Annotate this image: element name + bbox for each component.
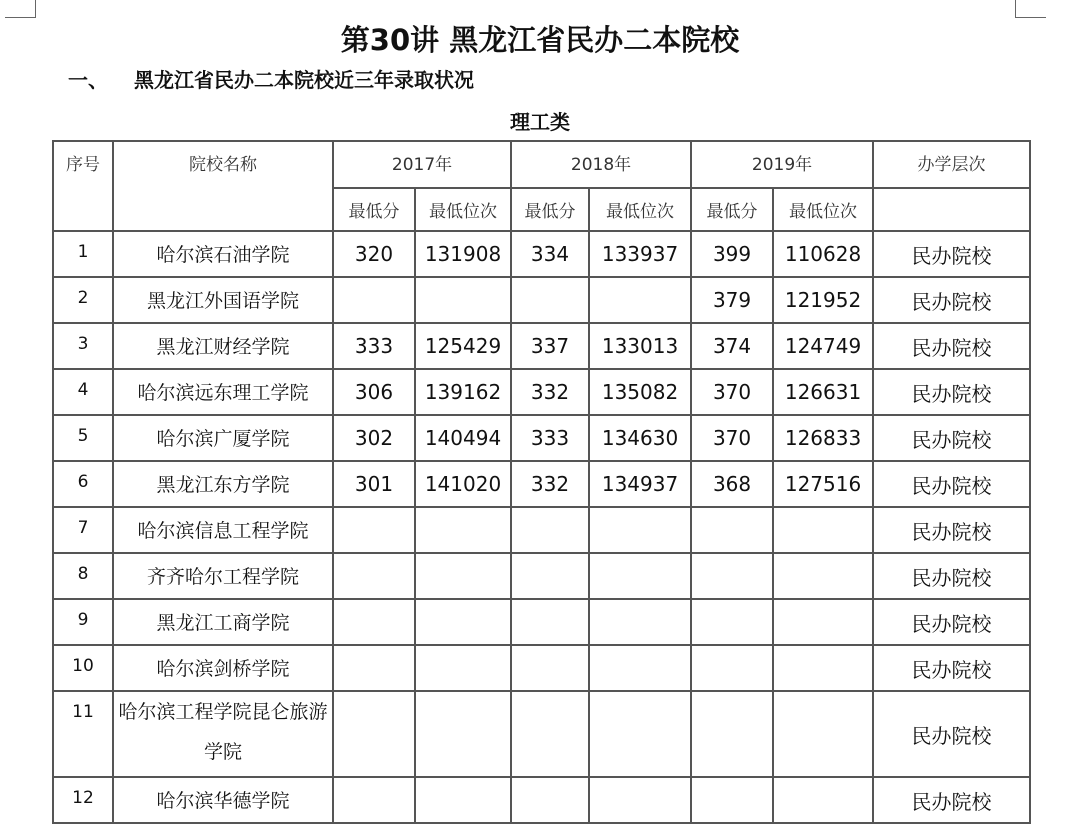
school-level: 民办院校 <box>873 231 1030 277</box>
min-rank-cell <box>415 777 511 823</box>
school-level: 民办院校 <box>873 645 1030 691</box>
min-rank-cell: 124749 <box>773 323 873 369</box>
min-rank-cell: 139162 <box>415 369 511 415</box>
table-row <box>53 645 1030 691</box>
school-name: 黑龙江财经学院 <box>113 323 333 369</box>
row-index: 5 <box>53 415 113 461</box>
row-index: 7 <box>53 507 113 553</box>
min-rank-cell <box>589 277 691 323</box>
min-rank-cell: 141020 <box>415 461 511 507</box>
min-score-cell: 320 <box>333 231 415 277</box>
subheader-min-score: 最低分 <box>511 188 589 231</box>
min-score-cell: 368 <box>691 461 773 507</box>
admission-table <box>52 140 1031 824</box>
table-row <box>53 553 1030 599</box>
min-score-cell <box>333 599 415 645</box>
school-name: 黑龙江东方学院 <box>113 461 333 507</box>
row-index: 10 <box>53 645 113 691</box>
section-text: 黑龙江省民办二本院校近三年录取状况 <box>134 68 474 92</box>
school-level: 民办院校 <box>873 691 1030 777</box>
school-name: 哈尔滨华德学院 <box>113 777 333 823</box>
subheader-min-rank: 最低位次 <box>773 188 873 231</box>
min-score-cell <box>333 777 415 823</box>
min-score-cell <box>333 691 415 777</box>
school-level: 民办院校 <box>873 369 1030 415</box>
crop-mark-top-right <box>1015 0 1046 18</box>
min-rank-cell <box>773 553 873 599</box>
table-row <box>53 231 1030 277</box>
min-rank-cell: 133013 <box>589 323 691 369</box>
min-score-cell <box>511 553 589 599</box>
school-level: 民办院校 <box>873 553 1030 599</box>
min-score-cell: 337 <box>511 323 589 369</box>
school-name: 哈尔滨工程学院昆仑旅游学院 <box>113 691 333 777</box>
row-index: 12 <box>53 777 113 823</box>
table-row <box>53 415 1030 461</box>
min-score-cell <box>511 691 589 777</box>
table-row <box>53 277 1030 323</box>
min-score-cell <box>511 777 589 823</box>
school-level: 民办院校 <box>873 415 1030 461</box>
school-name: 哈尔滨信息工程学院 <box>113 507 333 553</box>
school-name: 齐齐哈尔工程学院 <box>113 553 333 599</box>
min-score-cell: 374 <box>691 323 773 369</box>
page-title: 第30讲 黑龙江省民办二本院校 <box>340 23 740 57</box>
min-rank-cell <box>589 645 691 691</box>
min-score-cell <box>511 645 589 691</box>
min-rank-cell: 126631 <box>773 369 873 415</box>
min-rank-cell <box>773 777 873 823</box>
subheader-min-score: 最低分 <box>333 188 415 231</box>
table-row <box>53 323 1030 369</box>
min-rank-cell <box>589 553 691 599</box>
subheader-empty <box>873 188 1030 231</box>
header-year-2019: 2019年 <box>691 141 873 188</box>
row-index: 6 <box>53 461 113 507</box>
table-row <box>53 777 1030 823</box>
min-rank-cell: 125429 <box>415 323 511 369</box>
school-level: 民办院校 <box>873 461 1030 507</box>
min-score-cell: 301 <box>333 461 415 507</box>
header-level: 办学层次 <box>873 141 1030 188</box>
min-score-cell <box>333 553 415 599</box>
min-score-cell <box>511 507 589 553</box>
min-score-cell <box>333 507 415 553</box>
min-rank-cell <box>589 599 691 645</box>
min-rank-cell: 134937 <box>589 461 691 507</box>
min-rank-cell <box>589 507 691 553</box>
min-rank-cell <box>415 277 511 323</box>
row-index: 9 <box>53 599 113 645</box>
subheader-min-rank: 最低位次 <box>415 188 511 231</box>
school-name: 哈尔滨广厦学院 <box>113 415 333 461</box>
min-rank-cell <box>415 553 511 599</box>
school-name: 哈尔滨远东理工学院 <box>113 369 333 415</box>
min-score-cell: 332 <box>511 461 589 507</box>
min-rank-cell: 131908 <box>415 231 511 277</box>
row-index: 8 <box>53 553 113 599</box>
subheader-min-rank: 最低位次 <box>589 188 691 231</box>
school-name: 哈尔滨石油学院 <box>113 231 333 277</box>
table-row <box>53 507 1030 553</box>
min-rank-cell: 133937 <box>589 231 691 277</box>
table-row <box>53 691 1030 777</box>
min-score-cell <box>691 777 773 823</box>
school-name: 哈尔滨剑桥学院 <box>113 645 333 691</box>
school-name: 黑龙江工商学院 <box>113 599 333 645</box>
header-name: 院校名称 <box>113 141 333 231</box>
min-rank-cell: 110628 <box>773 231 873 277</box>
min-rank-cell: 121952 <box>773 277 873 323</box>
min-score-cell: 370 <box>691 415 773 461</box>
header-year-2017: 2017年 <box>333 141 511 188</box>
min-score-cell <box>691 507 773 553</box>
min-rank-cell <box>589 777 691 823</box>
min-score-cell: 302 <box>333 415 415 461</box>
row-index: 3 <box>53 323 113 369</box>
min-score-cell <box>691 553 773 599</box>
min-rank-cell <box>773 599 873 645</box>
table-row <box>53 599 1030 645</box>
header-index: 序号 <box>53 141 113 231</box>
header-year-2018: 2018年 <box>511 141 691 188</box>
school-level: 民办院校 <box>873 507 1030 553</box>
min-score-cell <box>333 645 415 691</box>
row-index: 1 <box>53 231 113 277</box>
min-rank-cell <box>415 507 511 553</box>
min-rank-cell: 135082 <box>589 369 691 415</box>
min-score-cell <box>691 645 773 691</box>
min-score-cell: 333 <box>511 415 589 461</box>
min-rank-cell <box>415 691 511 777</box>
school-level: 民办院校 <box>873 277 1030 323</box>
school-name: 黑龙江外国语学院 <box>113 277 333 323</box>
min-score-cell: 379 <box>691 277 773 323</box>
min-rank-cell: 127516 <box>773 461 873 507</box>
min-score-cell <box>511 277 589 323</box>
min-score-cell: 306 <box>333 369 415 415</box>
school-level: 民办院校 <box>873 777 1030 823</box>
row-index: 2 <box>53 277 113 323</box>
section-number: 一、 <box>68 68 108 92</box>
section-heading <box>68 64 474 93</box>
min-rank-cell <box>415 645 511 691</box>
min-score-cell <box>511 599 589 645</box>
min-score-cell <box>691 599 773 645</box>
min-score-cell: 333 <box>333 323 415 369</box>
school-level: 民办院校 <box>873 323 1030 369</box>
category-heading: 理工类 <box>510 110 570 134</box>
crop-mark-top-left <box>5 0 36 18</box>
min-score-cell: 399 <box>691 231 773 277</box>
row-index: 4 <box>53 369 113 415</box>
min-score-cell: 370 <box>691 369 773 415</box>
min-rank-cell <box>773 507 873 553</box>
row-index: 11 <box>53 691 113 777</box>
min-rank-cell: 134630 <box>589 415 691 461</box>
min-rank-cell <box>773 645 873 691</box>
min-score-cell <box>333 277 415 323</box>
min-rank-cell <box>589 691 691 777</box>
min-rank-cell: 126833 <box>773 415 873 461</box>
min-rank-cell <box>773 691 873 777</box>
min-rank-cell: 140494 <box>415 415 511 461</box>
table-row <box>53 461 1030 507</box>
min-score-cell: 332 <box>511 369 589 415</box>
min-score-cell <box>691 691 773 777</box>
school-level: 民办院校 <box>873 599 1030 645</box>
min-rank-cell <box>415 599 511 645</box>
table-row <box>53 369 1030 415</box>
subheader-min-score: 最低分 <box>691 188 773 231</box>
min-score-cell: 334 <box>511 231 589 277</box>
